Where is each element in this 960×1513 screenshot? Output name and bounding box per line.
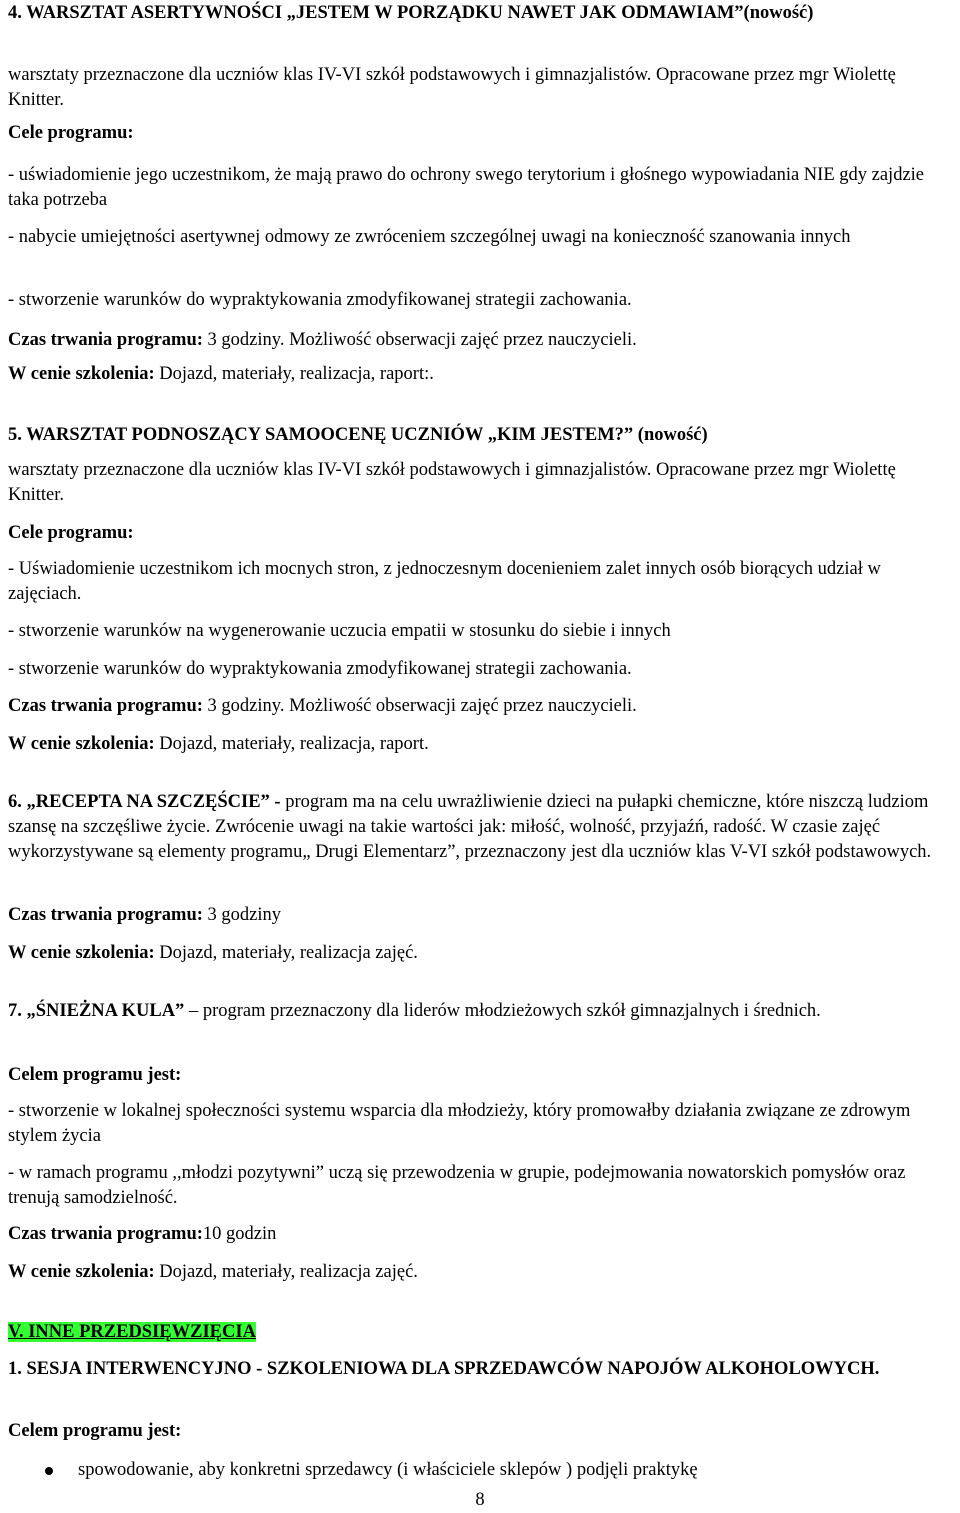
section-5-goal-3: - stworzenie warunków do wypraktykowania zmodyfikowanej strategii zachowania.	[8, 659, 632, 679]
section-7-body	[8, 999, 946, 1024]
price-label: W cenie szkolenia:	[8, 364, 155, 384]
section-6-text: program ma na celu uwrażliwienie dzieci na pułapki chemiczne, które niszczą ludziom szansę na szczęśliwe życie. Zwrócenie uwagi na takie wartości jak: miłość, wolność, przyjaźń, radość. W czasie zajęć wykorzystywane są elementy programu„ Drugi Elementarz”, przeznaczony jest dla uczniów klas V-VI szkół podstawowych.	[8, 792, 932, 862]
duration-label: Czas trwania programu:	[8, 1224, 203, 1244]
section-v1-heading: 1. SESJA INTERWENCYJNO - SZKOLENIOWA DLA SPRZEDAWCÓW NAPOJÓW ALKOHOLOWYCH.	[8, 1359, 880, 1379]
section-7-goals-label: Celem programu jest:	[8, 1065, 182, 1085]
section-6-heading: 6. „RECEPTA NA SZCZĘŚCIE” -	[8, 792, 281, 812]
duration-value: 3 godziny. Możliwość obserwacji zajęć przez nauczycieli.	[202, 696, 637, 716]
section-5-heading: 5. WARSZTAT PODNOSZĄCY SAMOOCENĘ UCZNIÓW „KIM JESTEM?” (nowość)	[8, 425, 708, 445]
chapter-heading: V. INNE PRZEDSIĘWZIĘCIA	[8, 1322, 256, 1342]
duration-label: Czas trwania programu:	[8, 905, 203, 925]
duration-value: 3 godziny	[202, 905, 282, 925]
section-7-duration	[8, 1222, 946, 1247]
section-6-price	[8, 941, 946, 966]
section-7-goal-2: - w ramach programu ,,młodzi pozytywni” uczą się przewodzenia w grupie, podejmowania nowatorskich pomysłów oraz trenują samodzielność.	[8, 1163, 906, 1208]
section-5-intro: warsztaty przeznaczone dla uczniów klas IV-VI szkół podstawowych i gimnazjalistów. Opracowane przez mgr Wiolettę Knitter.	[8, 460, 896, 505]
page-number: 8	[475, 1490, 485, 1510]
price-label: W cenie szkolenia:	[8, 734, 155, 754]
section-4-goal-3: - stworzenie warunków do wypraktykowania zmodyfikowanej strategii zachowania.	[8, 290, 632, 310]
price-value: Dojazd, materiały, realizacja, raport:.	[154, 364, 434, 384]
section-4-price	[8, 362, 946, 387]
section-5-price	[8, 732, 946, 757]
section-7-goal-1: - stworzenie w lokalnej społeczności systemu wsparcia dla młodzieży, który promowałby działania związane ze zdrowym stylem życia	[8, 1101, 911, 1146]
section-4-heading: 4. WARSZTAT ASERTYWNOŚCI „JESTEM W PORZĄDKU NAWET JAK ODMAWIAM”(nowość)	[8, 3, 814, 23]
section-5-goals-label: Cele programu:	[8, 523, 134, 543]
duration-label: Czas trwania programu:	[8, 696, 203, 716]
price-value: Dojazd, materiały, realizacja zajęć.	[154, 943, 418, 963]
bullet-dot-icon	[45, 1467, 53, 1475]
section-4-intro: warsztaty przeznaczone dla uczniów klas IV-VI szkół podstawowych i gimnazjalistów. Opracowane przez mgr Wiolettę Knitter.	[8, 65, 896, 110]
section-7-text: – program przeznaczony dla liderów młodzieżowych szkół gimnazjalnych i średnich.	[184, 1001, 821, 1021]
duration-value: 10 godzin	[202, 1224, 277, 1244]
duration-label: Czas trwania programu:	[8, 330, 203, 350]
price-label: W cenie szkolenia:	[8, 943, 155, 963]
section-6-duration	[8, 903, 946, 928]
section-5-goal-2: - stworzenie warunków na wygenerowanie uczucia empatii w stosunku do siebie i innych	[8, 621, 671, 641]
section-5-goal-1: - Uświadomienie uczestnikom ich mocnych stron, z jednoczesnym docenieniem zalet innych osób biorących udział w zajęciach.	[8, 559, 881, 604]
section-6-body	[8, 790, 946, 865]
section-4-goal-2: - nabycie umiejętności asertywnej odmowy ze zwróceniem szczególnej uwagi na konieczność szanowania innych	[8, 227, 851, 247]
section-7-heading: 7. „ŚNIEŻNA KULA”	[8, 1001, 185, 1021]
section-7-price	[8, 1260, 946, 1285]
section-4-goal-1: - uświadomienie jego uczestnikom, że mają prawo do ochrony swego terytorium i głośnego wypowiadania NIE gdy zajdzie taka potrzeba	[8, 165, 925, 210]
chapter-heading-block	[8, 1320, 946, 1345]
section-5-duration	[8, 694, 946, 719]
price-value: Dojazd, materiały, realizacja, raport.	[154, 734, 429, 754]
price-value: Dojazd, materiały, realizacja zajęć.	[154, 1262, 418, 1282]
price-label: W cenie szkolenia:	[8, 1262, 155, 1282]
bullet-text: spowodowanie, aby konkretni sprzedawcy (i właściciele sklepów ) podjęli praktykę	[78, 1460, 698, 1480]
section-v1-goals-label: Celem programu jest:	[8, 1421, 182, 1441]
section-4-duration	[8, 328, 946, 353]
duration-value: 3 godziny. Możliwość obserwacji zajęć przez nauczycieli.	[202, 330, 637, 350]
section-4-goals-label: Cele programu:	[8, 123, 134, 143]
